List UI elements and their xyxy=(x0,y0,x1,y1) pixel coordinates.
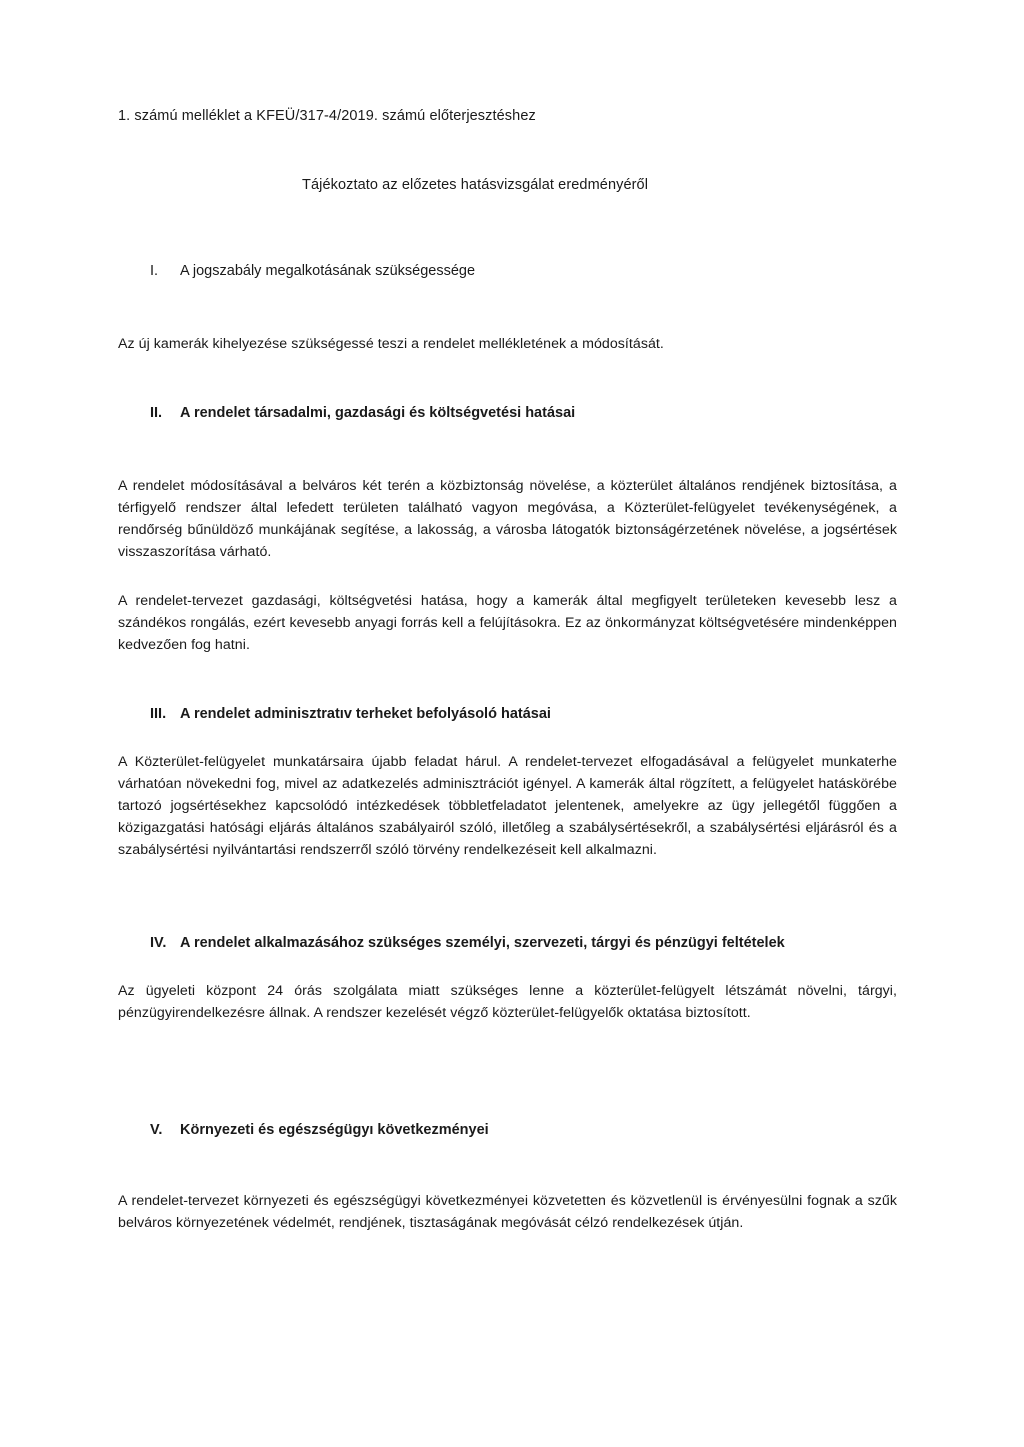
section-number: II. xyxy=(150,405,163,421)
section-1-paragraph-1: Az új kamerák kihelyezése szükségessé teszi a rendelet mellékletének a módosítását. xyxy=(118,336,664,352)
section-heading-1 xyxy=(150,263,475,279)
section-4-paragraph-1: Az ügyeleti központ 24 órás szolgálata miatt szükséges lenne a közterület-felügyelt létszámát növelni, tárgyi, pénzügyirendelkezésre állnak. A rendszer kezelését végző közterület-felügyelők oktatása biztosított. xyxy=(118,983,897,1021)
section-title: A rendelet társadalmi, gazdasági és költségvetési hatásai xyxy=(180,405,576,421)
section-5-paragraph-1: A rendelet-tervezet környezeti és egészségügyi következményei közvetetten és közvetlenül is érvényesülni fognak a szűk belváros környezetének védelmét, rendjének, tisztaságának megóvását célzó rendelkezések útján. xyxy=(118,1193,897,1231)
section-number: IV. xyxy=(150,935,167,951)
section-title: A rendelet alkalmazásához szükséges személyi, szervezeti, tárgyi és pénzügyi feltételek xyxy=(180,935,785,951)
document-title: Tájékoztato az előzetes hatásvizsgálat eredményéről xyxy=(302,177,649,193)
section-title: A jogszabály megalkotásának szükségessége xyxy=(180,263,476,279)
section-heading-4 xyxy=(150,935,785,951)
section-number: I. xyxy=(150,263,159,279)
section-number: V. xyxy=(150,1122,163,1138)
section-title: Környezeti és egészségügyı következményei xyxy=(180,1122,489,1138)
section-number: III. xyxy=(150,706,167,722)
section-title: A rendelet adminisztratıv terheket befolyásoló hatásai xyxy=(180,706,551,722)
section-2-paragraph-1: A rendelet módosításával a belváros két terén a közbiztonság növelése, a közterület általános rendjének biztosítása, a térfigyelő rendszer által lefedett területen található vagyon megóvása, a Közterület-felügyelet tevékenységének, a rendőrség bűnüldöző munkájának segítése, a lakosság, a városba látogatók biztonságérzetének növelése, a jogsértések visszaszorítása várható. xyxy=(118,478,897,560)
section-heading-3 xyxy=(150,706,551,722)
section-2-paragraph-2: A rendelet-tervezet gazdasági, költségvetési hatása, hogy a kamerák által megfigyelt területeken kevesebb lesz a szándékos rongálás, ezért kevesebb anyagi forrás kell a felújításokra. Ez az önkormányzat költségvetésére mindenképpen kedvezően fog hatni. xyxy=(118,593,897,653)
section-heading-5 xyxy=(150,1122,489,1138)
section-heading-2 xyxy=(150,405,575,421)
section-3-paragraph-1: A Közterület-felügyelet munkatársaira újabb feladat hárul. A rendelet-tervezet elfogadásával a felügyelet munkaterhe várhatóan növekedni fog, mivel az adatkezelés adminisztrációt igényel. A kamerák által rögzített, a felügyelet hatáskörébe tartozó jogsértésekhez kapcsolódó intézkedések többletfeladatot jelentenek, amelyekre az ügy jellegétől függően a közigazgatási hatósági eljárás általános szabályairól szóló, illetőleg a szabálysértésekről, a szabálysértési eljárásról és a szabálysértési nyilvántartási rendszerről szóló törvény rendelkezéseit kell alkalmazni. xyxy=(118,754,897,858)
annex-reference: 1. számú melléklet a KFEÜ/317-4/2019. számú előterjesztéshez xyxy=(118,108,536,124)
